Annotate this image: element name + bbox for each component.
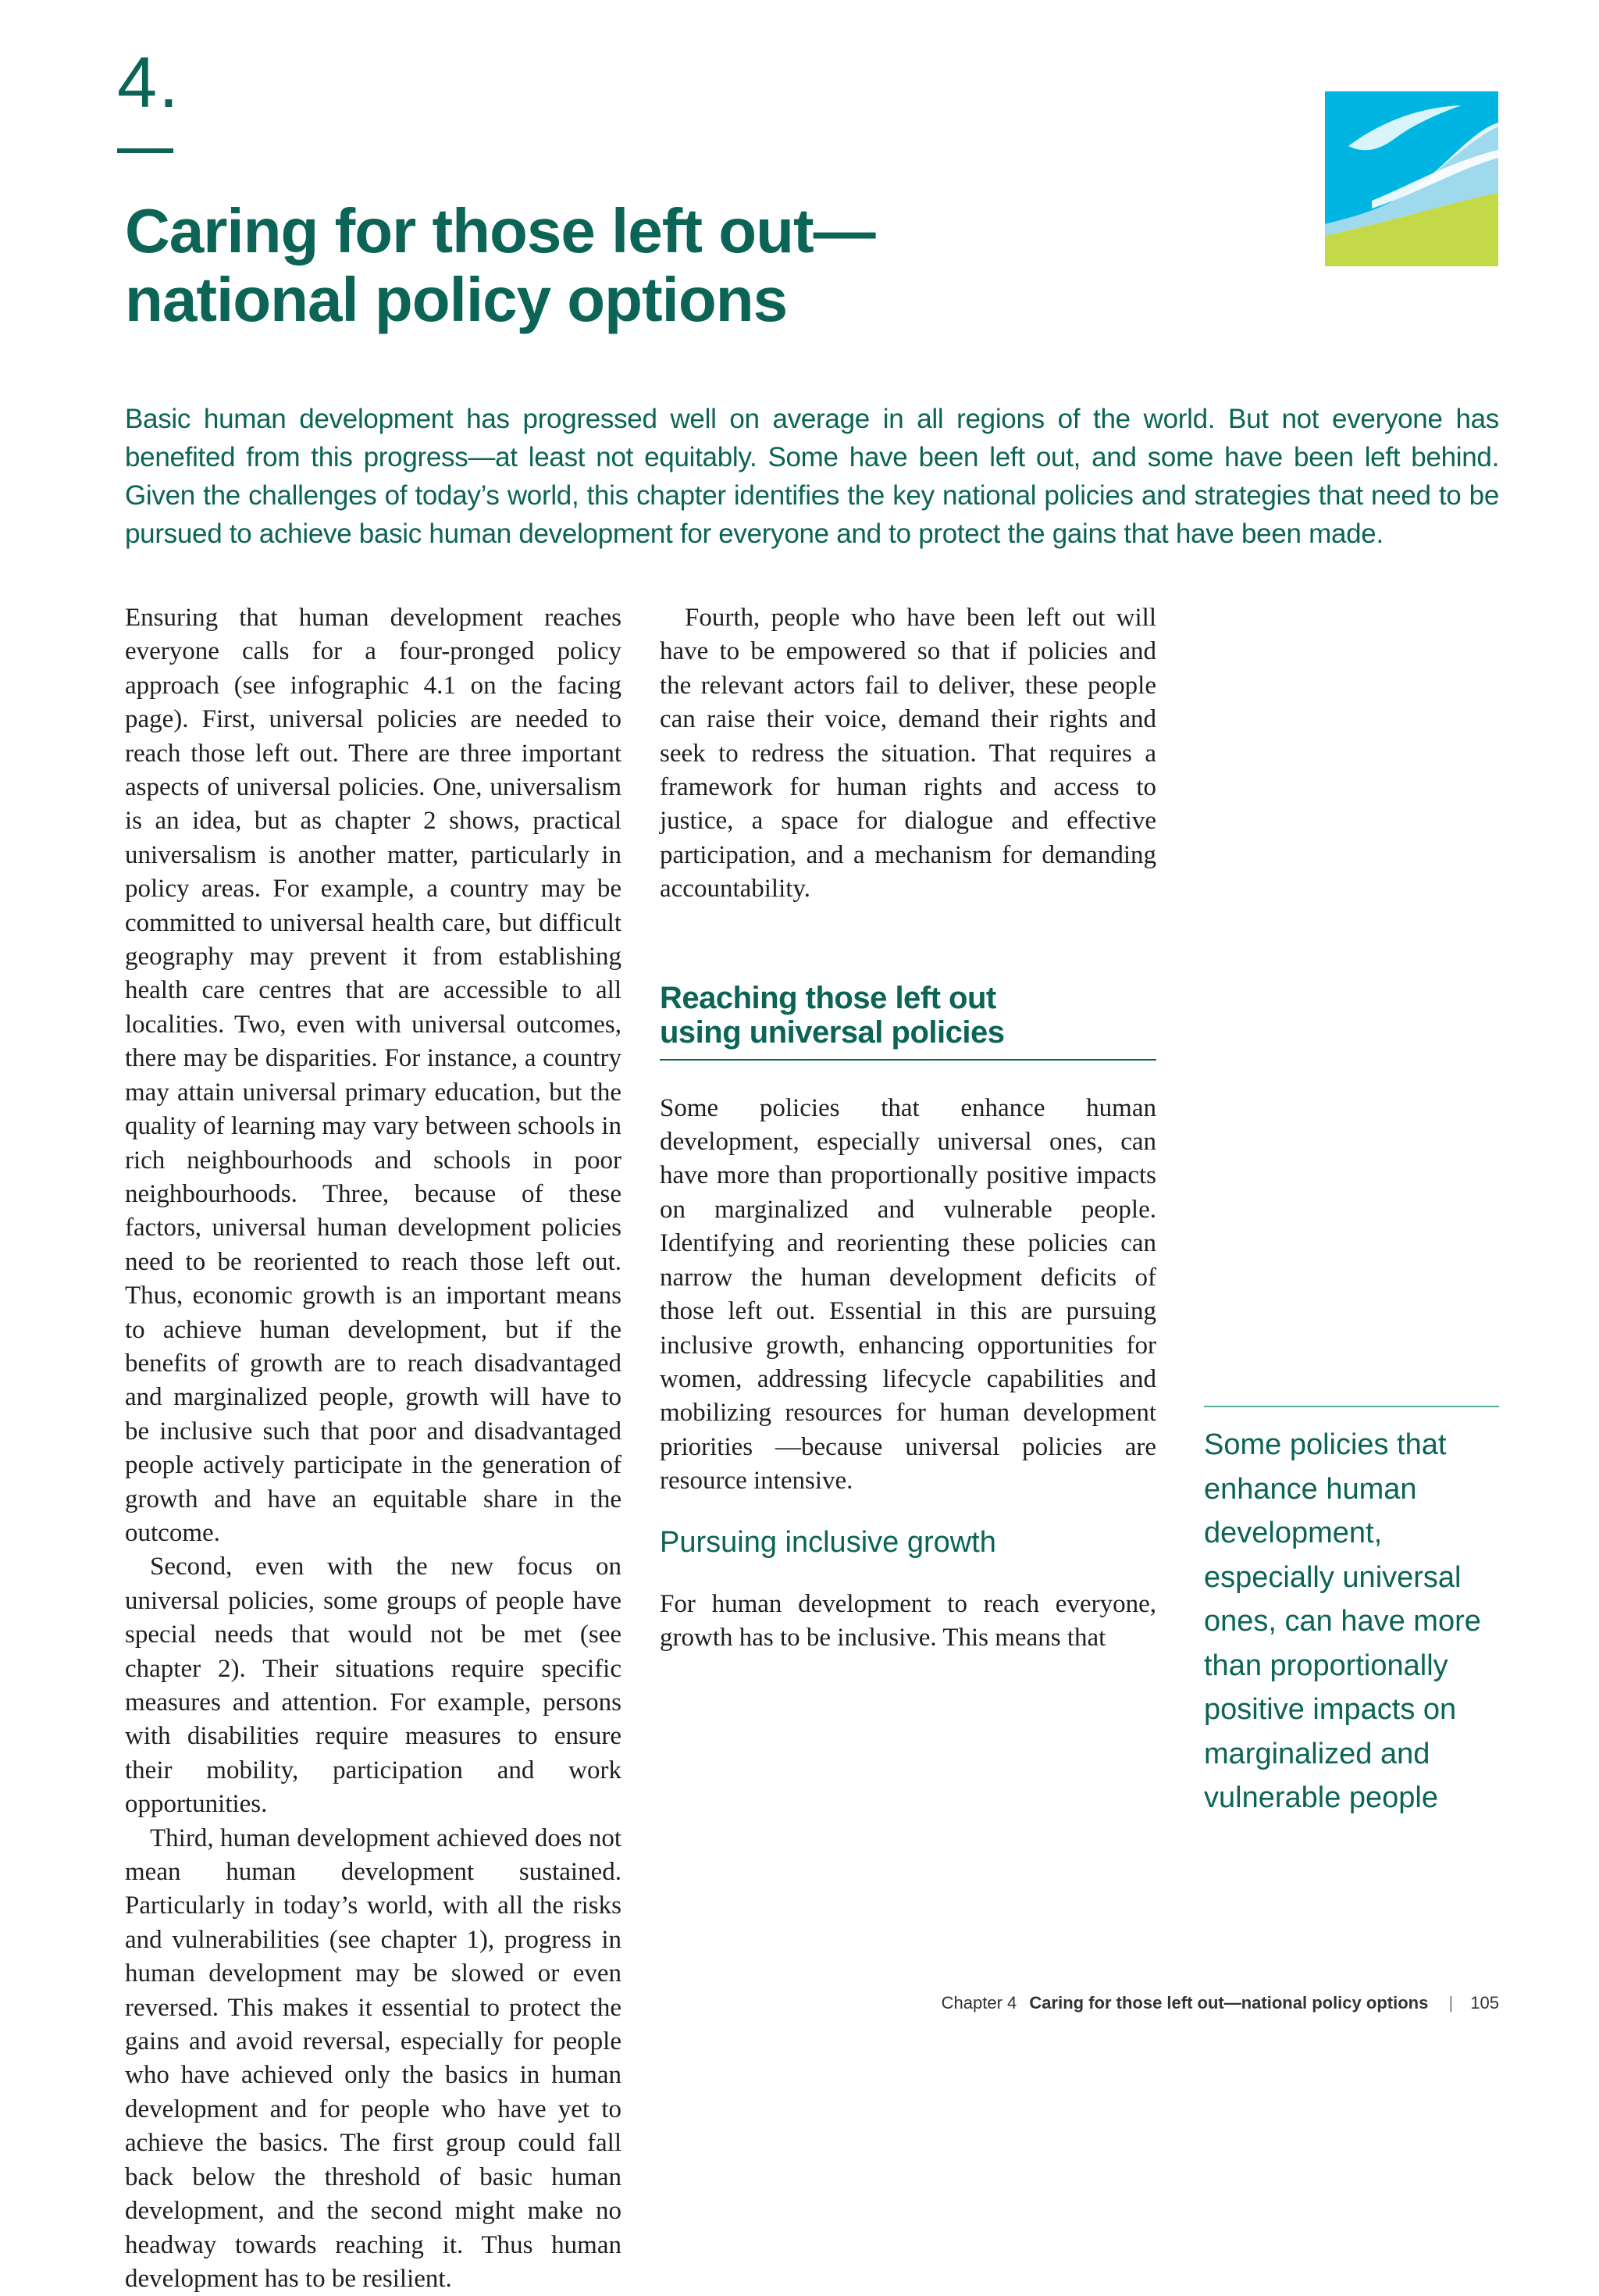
pull-quote: Some policies that enhance human development, especially universal ones, can have more than proportionally positive impacts on marginalized and vulnerable people: [1204, 1406, 1499, 1820]
chapter-title: [125, 197, 984, 334]
chapter-number: 4.: [117, 43, 180, 123]
chapter-number-rule: [117, 148, 173, 153]
section-heading: [660, 981, 1156, 1061]
body-paragraph: Some policies that enhance human development, especially universal ones, can have more than proportionally positive impacts on marginalized and vulnerable people. Identifying and reorienting these policies can narrow the human development deficits of those left out. Essential in this are pursuing inclusive growth, enhancing opportunities for women, addressing lifecycle capabilities and mobilizing resources for human development priorities —because universal policies are resource intensive.: [660, 1093, 1156, 1496]
body-paragraph: Second, even with the new focus on universal policies, some groups of people have special needs that would not be met (see chapter 2). Their situations require specific measures and attention. For example, persons with disabilities require measures to ensure their mobility, participation and work opportunities.: [125, 1553, 621, 1819]
section-heading-line-2: using universal policies: [660, 1014, 1005, 1050]
body-column-middle: [660, 601, 1156, 1655]
footer-chapter-label: Chapter 4: [941, 1993, 1017, 2013]
section-heading-line-1: Reaching those left out: [660, 980, 996, 1015]
body-paragraph: For human development to reach everyone, growth has to be inclusive. This means that: [660, 1589, 1156, 1652]
chapter-title-line-2: national policy options: [125, 265, 788, 334]
body-column-left: [125, 601, 621, 2296]
chapter-intro: Basic human development has progressed well on average in all regions of the world. But not everyone has benefited from this progress—at least not equitably. Some have been left out, and some have been left behind. Given the challenges of today’s world, this chapter identifies the key national policies and strategies that need to be pursued to achieve basic human development for everyone and to protect the gains that have been made.: [125, 404, 1499, 549]
page-footer: [942, 1993, 1499, 2013]
chapter-title-line-1: Caring for those left out—: [125, 196, 875, 266]
chapter-graphic: [1325, 91, 1498, 266]
footer-separator: |: [1448, 1993, 1454, 2013]
body-paragraph: Fourth, people who have been left out will have to be empowered so that if policies and the relevant actors fail to deliver, these people can raise their voice, demand their rights and seek to redress the situation. That requires a framework for human rights and access to justice, a space for dialogue and effective participation, and a mechanism for demanding accountability.: [660, 604, 1156, 904]
page-number: 105: [1470, 1993, 1499, 2013]
body-paragraph: Ensuring that human development reaches everyone calls for a four-pronged policy approach (see infographic 4.1 on the facing page). First, universal policies are needed to reach those left out. There are three important aspects of universal policies. One, universalism is an idea, but as chapter 2 shows, practical universalism is another matter, particularly in policy areas. For example, a country may be committed to universal health care, but difficult geography may prevent it from establishing health care centres that are accessible to all localities. Two, even with universal outcomes, there may be disparities. For instance, a country may attain universal primary education, but the quality of learning may vary between schools in rich neighbourhoods and schools in poor neighbourhoods. Three, because of these factors, universal human development policies need to be reoriented to reach those left out. Thus, economic growth is an important means to achieve human development, but if the benefits of growth are to reach disadvantaged and marginalized people, growth will have to be inclusive such that poor and disadvantaged people actively participate in the generation of growth and have an equitable share in the outcome.: [125, 604, 621, 1547]
body-paragraph: Third, human development achieved does not mean human development sustained. Particularly in today’s world, with all the risks and vulnerabilities (see chapter 1), progress in human development may be slowed or even reversed. This makes it essential to protect the gains and avoid reversal, especially for people who have achieved only the basics in human development and for people who have yet to achieve the basics. The first group could fall back below the threshold of basic human development, and the second might make no headway towards reaching it. Thus human development has to be resilient.: [125, 1824, 621, 2293]
footer-chapter-title: Caring for those left out—national policy options: [1029, 1993, 1429, 2013]
subsection-heading: Pursuing inclusive growth: [660, 1525, 996, 1559]
